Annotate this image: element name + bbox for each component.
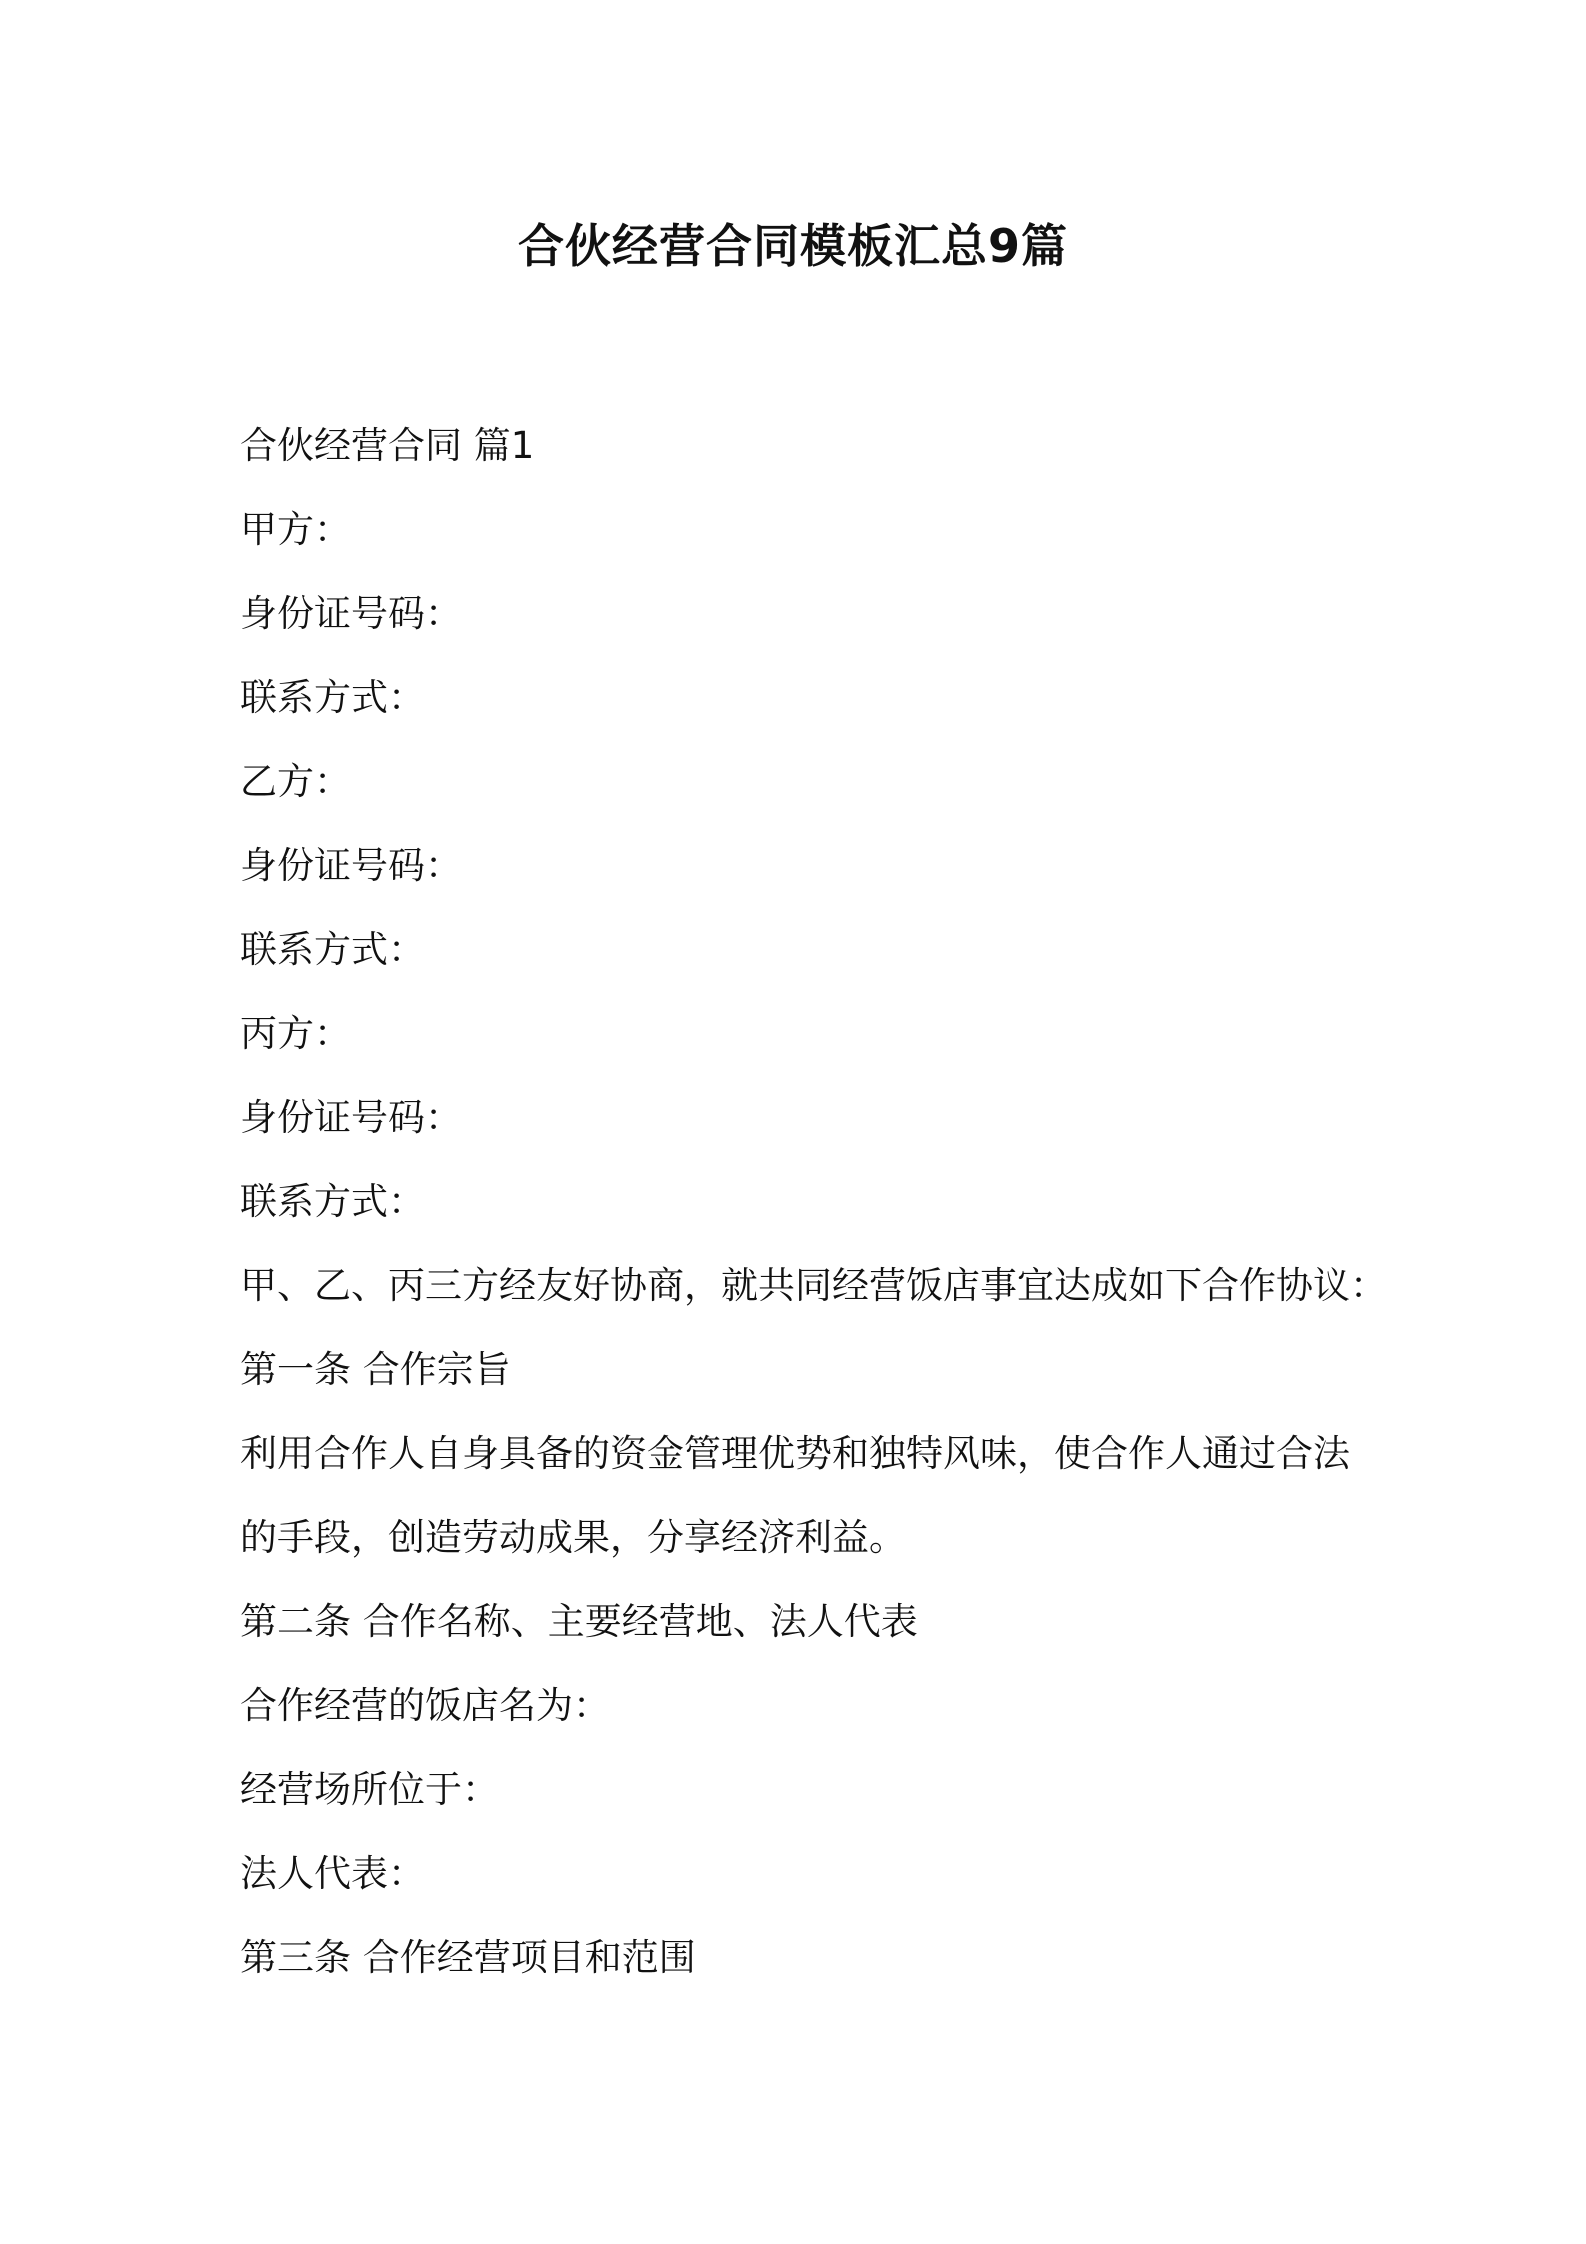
article-1-text-line-1: 利用合作人自身具备的资金管理优势和独特风味，使合作人通过合法 <box>240 1432 1350 1475</box>
party-a-contact-label: 联系方式： <box>240 676 425 719</box>
article-3-heading: 第三条 合作经营项目和范围 <box>240 1936 696 1979</box>
legal-representative-label: 法人代表： <box>240 1852 425 1895</box>
article-2-heading: 第二条 合作名称、主要经营地、法人代表 <box>240 1600 918 1643</box>
party-b-contact-label: 联系方式： <box>240 928 425 971</box>
business-location-label: 经营场所位于： <box>240 1768 499 1811</box>
party-c-id-label: 身份证号码： <box>240 1096 462 1139</box>
party-a-id-label: 身份证号码： <box>240 592 462 635</box>
party-b-id-label: 身份证号码： <box>240 844 462 887</box>
party-b-label: 乙方： <box>240 760 351 803</box>
party-c-contact-label: 联系方式： <box>240 1180 425 1223</box>
party-a-label: 甲方： <box>240 508 351 551</box>
article-1-heading: 第一条 合作宗旨 <box>240 1348 511 1391</box>
party-c-label: 丙方： <box>240 1012 351 1055</box>
document-body <box>240 404 1387 2000</box>
document-title: 合伙经营合同模板汇总9篇 <box>517 219 1068 273</box>
article-1-text-line-2: 的手段，创造劳动成果，分享经济利益。 <box>240 1516 906 1559</box>
agreement-intro: 甲、乙、丙三方经友好协商，就共同经营饭店事宜达成如下合作协议： <box>240 1264 1387 1307</box>
section-heading: 合伙经营合同 篇1 <box>240 424 535 467</box>
restaurant-name-label: 合作经营的饭店名为： <box>240 1684 610 1727</box>
